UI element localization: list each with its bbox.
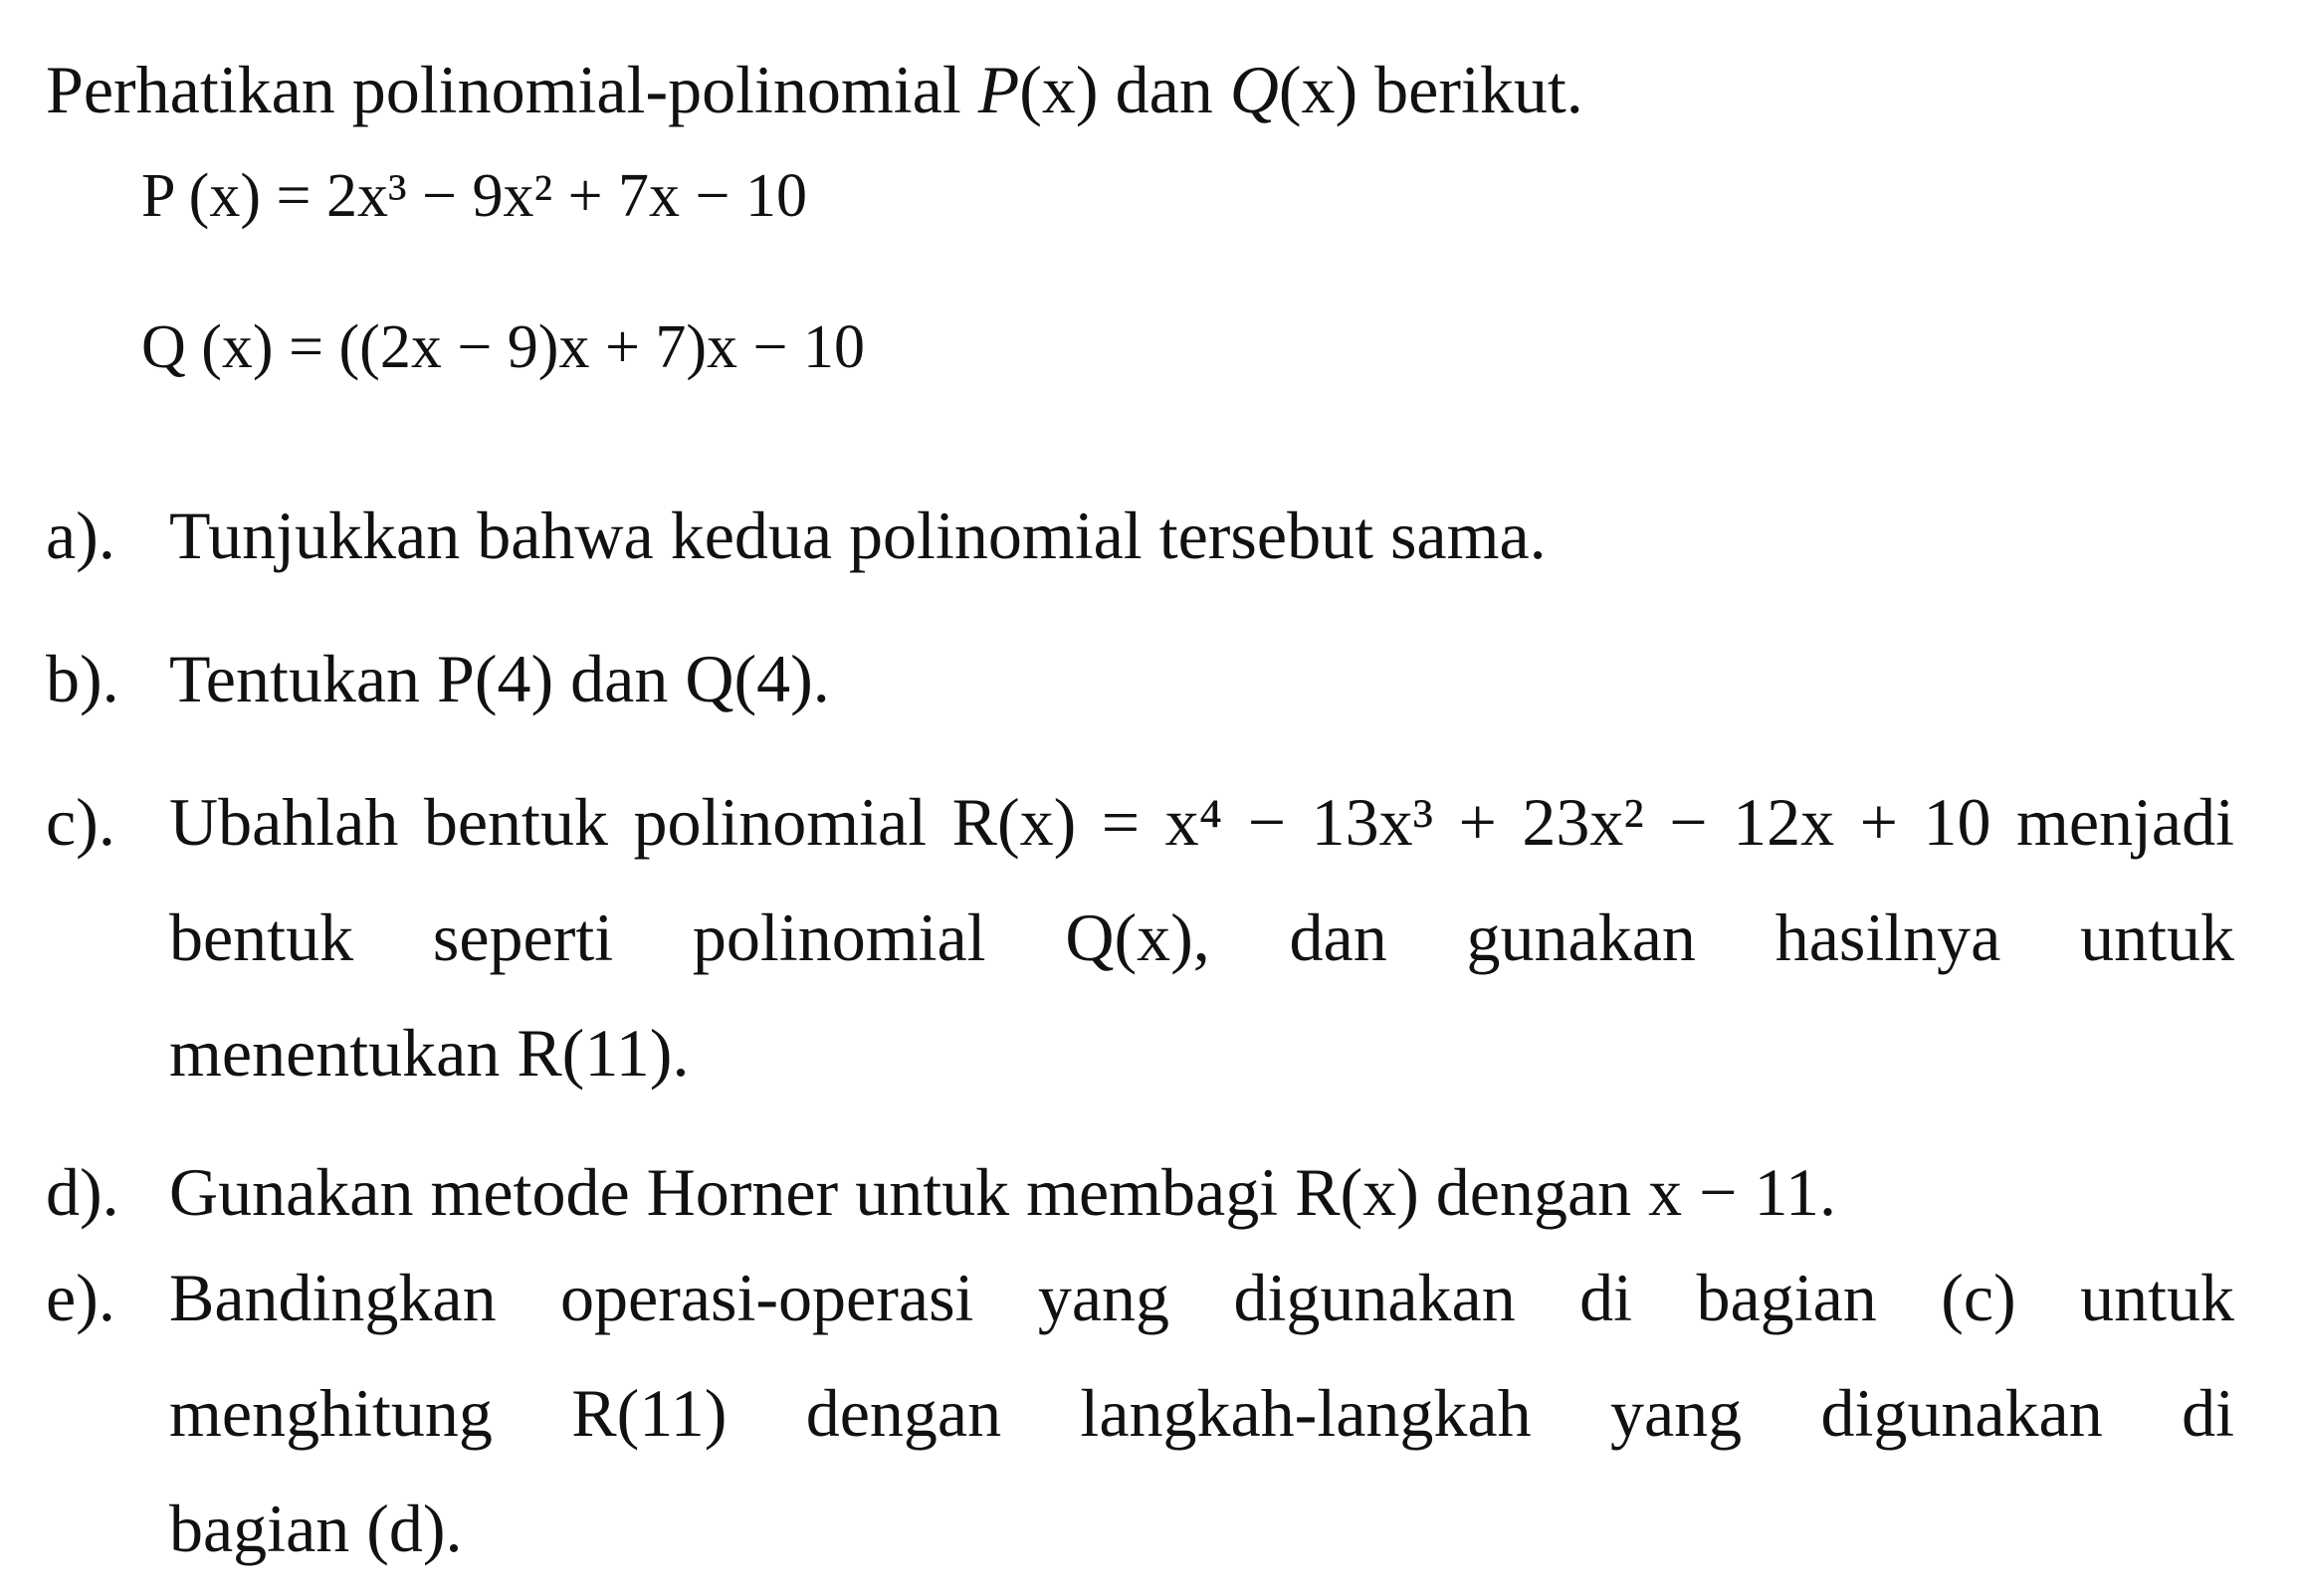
item-e-line-1: Bandingkan operasi-operasi yang digunakan di bagian (c) untuk [169,1260,2234,1335]
item-c-line-3: menentukan R(11). [169,1015,690,1091]
item-d-text: Gunakan metode Horner untuk membagi R(x) dengan x − 11. [169,1154,1836,1230]
item-e-label: e). [46,1260,115,1335]
item-c-line-1: Ubahlah bentuk polinomial R(x) = x⁴ − 13x³ + 23x² − 12x + 10 menjadi [169,784,2234,860]
item-c-label: c). [46,784,115,860]
problem-intro: Perhatikan polinomial-polinomial P(x) dan Q(x) berikut. [46,52,1583,127]
item-b-text: Tentukan P(4) dan Q(4). [169,641,830,716]
item-e-line-2: menghitung R(11) dengan langkah-langkah yang digunakan di [169,1375,2234,1451]
item-a-label: a). [46,498,115,573]
item-a-text: Tunjukkan bahwa kedua polinomial tersebut sama. [169,498,1547,573]
equation-p: P (x) = 2x³ − 9x² + 7x − 10 [141,162,808,230]
item-d-label: d). [46,1154,119,1230]
item-e-line-3: bagian (d). [169,1491,463,1566]
item-b-label: b). [46,641,119,716]
item-c-line-2: bentuk seperti polinomial Q(x), dan gunakan hasilnya untuk [169,899,2234,975]
equation-q: Q (x) = ((2x − 9)x + 7)x − 10 [141,313,866,381]
